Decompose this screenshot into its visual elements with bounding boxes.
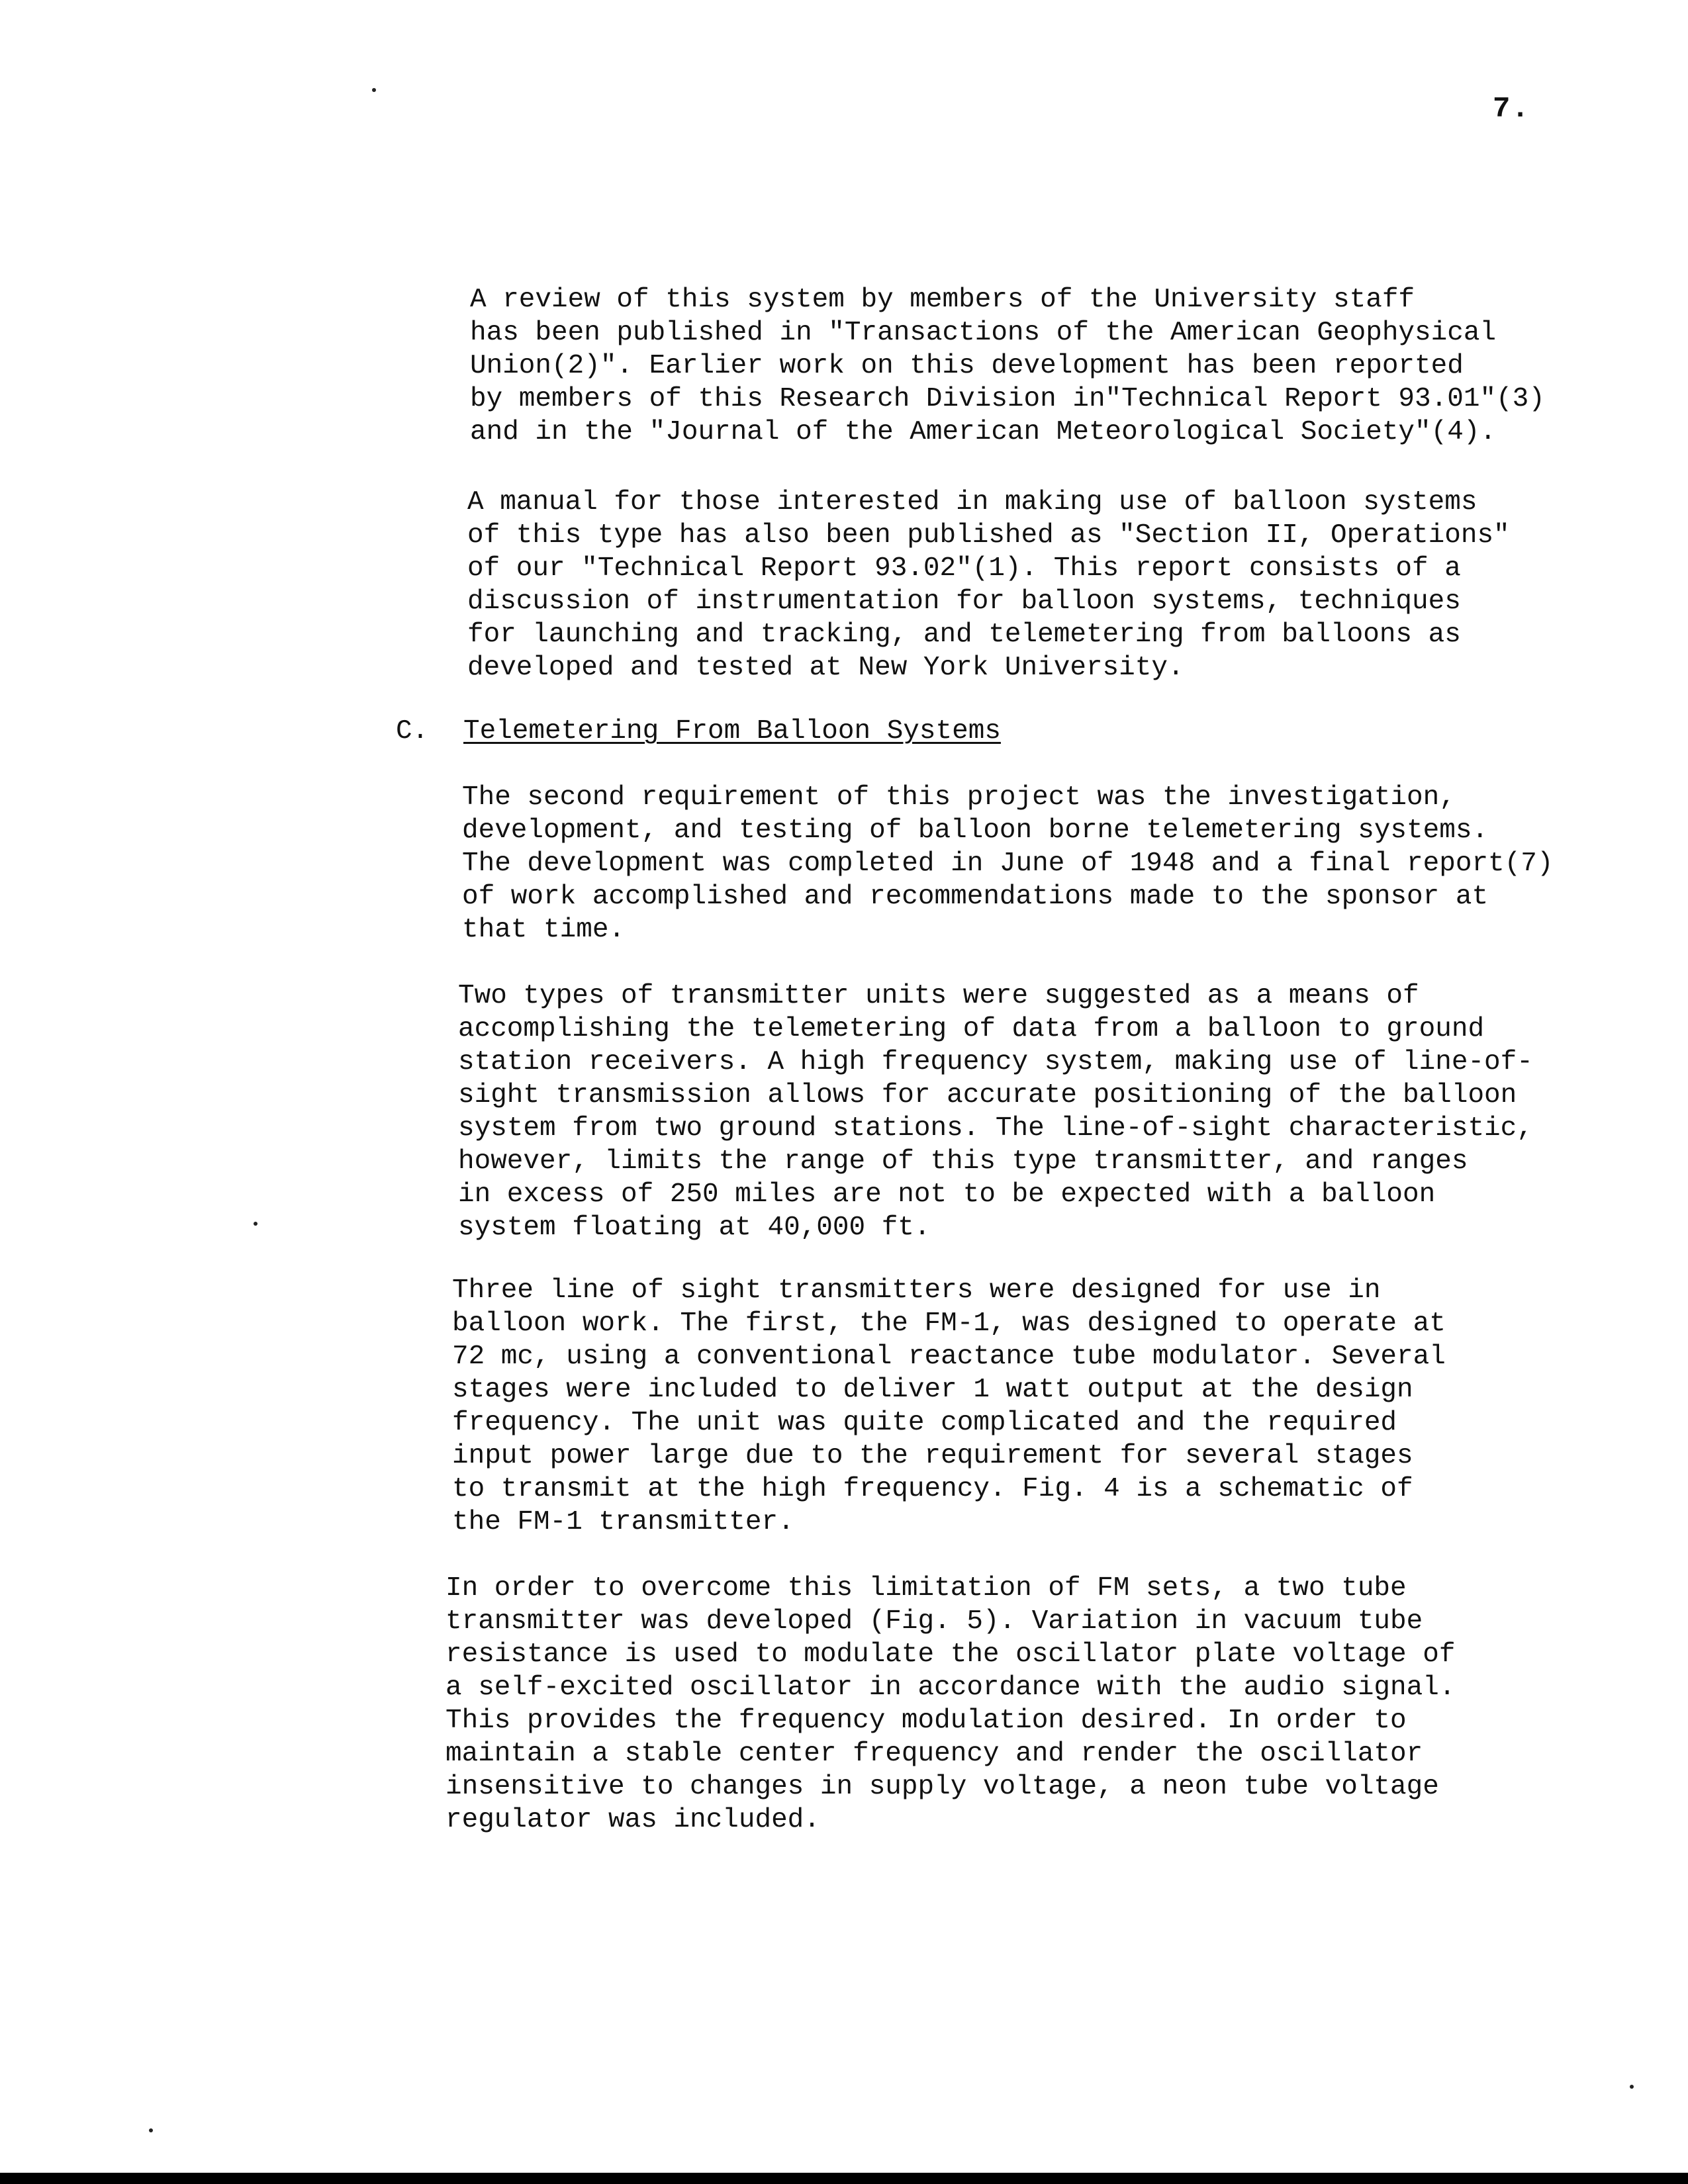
scan-speck: [254, 1222, 258, 1226]
paragraph-second-requirement: The second requirement of this project was the investigation, development, and testing of balloon borne telemetering systems. The development was completed in June of 1948 and a final report(7) of work accomplished and recommendations made to the sponsor at that time.: [462, 782, 1554, 945]
scan-speck: [372, 88, 376, 92]
paragraph-transmitter-types: Two types of transmitter units were suggested as a means of accomplishing the telemetering of data from a balloon to ground station receivers. A high frequency system, making use of line-of- sight transmission allows for accurate positioning of the balloon system from two ground stations. The line-of-sight characteristic, however, limits the range of this type transmitter, and ranges in excess of 250 miles are not to be expected with a balloon system floating at 40,000 ft.: [458, 981, 1533, 1243]
paragraph-line-of-sight: Three line of sight transmitters were designed for use in balloon work. The first, the FM-1, was designed to operate at 72 mc, using a conventional reactance tube modulator. Several stages were included to deliver 1 watt output at the design frequency. The unit was quite complicated and the required input power large due to the requirement for several stages to transmit at the high frequency. Fig. 4 is a schematic of the FM-1 transmitter.: [452, 1275, 1446, 1537]
paragraph-two-tube: In order to overcome this limitation of FM sets, a two tube transmitter was developed (Fig. 5). Variation in vacuum tube resistance is used to modulate the oscillator plate voltage of a self-excited oscillator in accordance with the audio signal. This provides the frequency modulation desired. In order to maintain a stable center frequency and render the oscillator insensitive to changes in supply voltage, a neon tube voltage regulator was included.: [445, 1573, 1456, 1835]
paragraph-manual: A manual for those interested in making use of balloon systems of this type has also been published as "Section II, Operations" of our "Technical Report 93.02"(1). This report consists of a discussion of instrumentation for balloon systems, techniques for launching and tracking, and telemetering from balloons as developed and tested at New York University.: [467, 487, 1510, 683]
paragraph-review: A review of this system by members of the University staff has been published in "Transactions of the American Geophysical Union(2)". Earlier work on this development has been reported by members of this Research Division in"Technical Report 93.01"(3) and in the "Journal of the American Meteorological Society"(4).: [470, 285, 1545, 447]
scan-border: [0, 2173, 1688, 2184]
section-letter: C.: [396, 716, 429, 747]
scan-speck: [149, 2128, 153, 2132]
scan-speck: [1630, 2085, 1634, 2089]
page-number: 7.: [1493, 93, 1530, 126]
section-title: Telemetering From Balloon Systems: [463, 716, 1001, 747]
